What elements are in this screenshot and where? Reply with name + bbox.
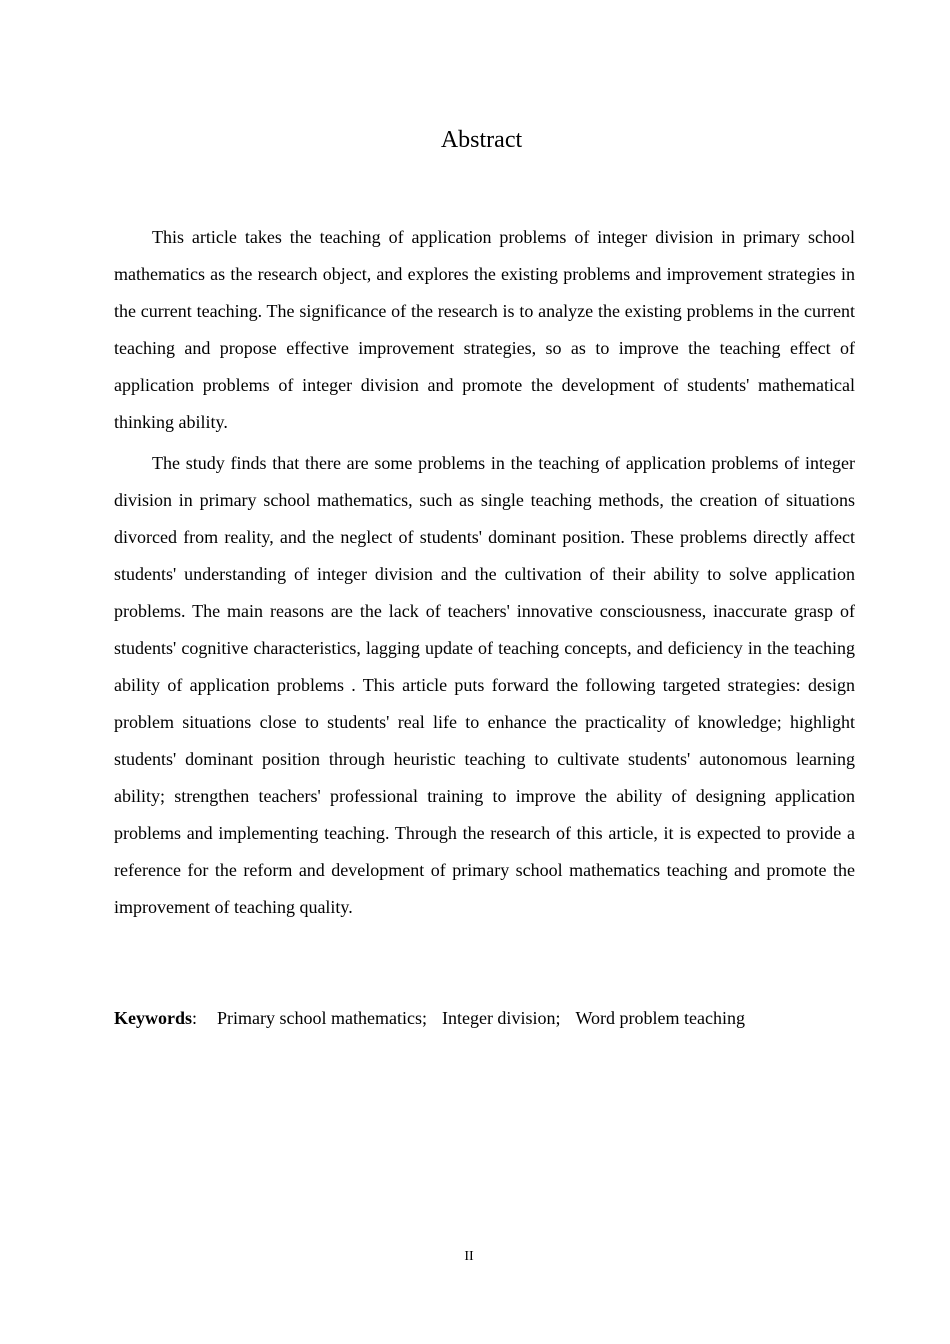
keyword-item: Integer division; [441,1008,561,1028]
keywords-separator: : [192,1008,198,1028]
abstract-paragraph-1: This article takes the teaching of application problems of integer division in primary school mathematics as the research object, and explores the existing problems and improvement strategies in the current teaching. The significance of the research is to analyze the existing problems in the current teaching and propose effective improvement strategies, so as to improve the teaching effect of application problems of integer division and promote the development of students' mathematical thinking ability. [114,227,855,432]
keyword-item: Primary school mathematics; [217,1008,427,1028]
abstract-paragraph-2: The study finds that there are some problems in the teaching of application problems of integer division in primary school mathematics, such as single teaching methods, the creation of situations divorced from reality, and the neglect of students' dominant position. These problems directly affect students' understanding of integer division and the cultivation of their ability to solve application problems. The main reasons are the lack of teachers' innovative consciousness, inaccurate grasp of students' cognitive characteristics, lagging update of teaching concepts, and deficiency in the teaching ability of application problems . This article puts forward the following targeted strategies: design problem situations close to students' real life to enhance the practicality of knowledge; highlight students' dominant position through heuristic teaching to cultivate students' autonomous learning ability; strengthen teachers' professional training to improve the ability of designing application problems and implementing teaching. Through the research of this article, it is expected to provide a reference for the reform and development of primary school mathematics teaching and promote the improvement of teaching quality. [114,453,855,917]
abstract-title: Abstract [440,127,523,153]
keyword-item: Word problem teaching [575,1008,745,1028]
abstract-body [114,219,855,926]
page-number: II [464,1249,474,1264]
keywords-line [114,1000,855,1036]
keywords-label: Keywords [114,1008,192,1028]
